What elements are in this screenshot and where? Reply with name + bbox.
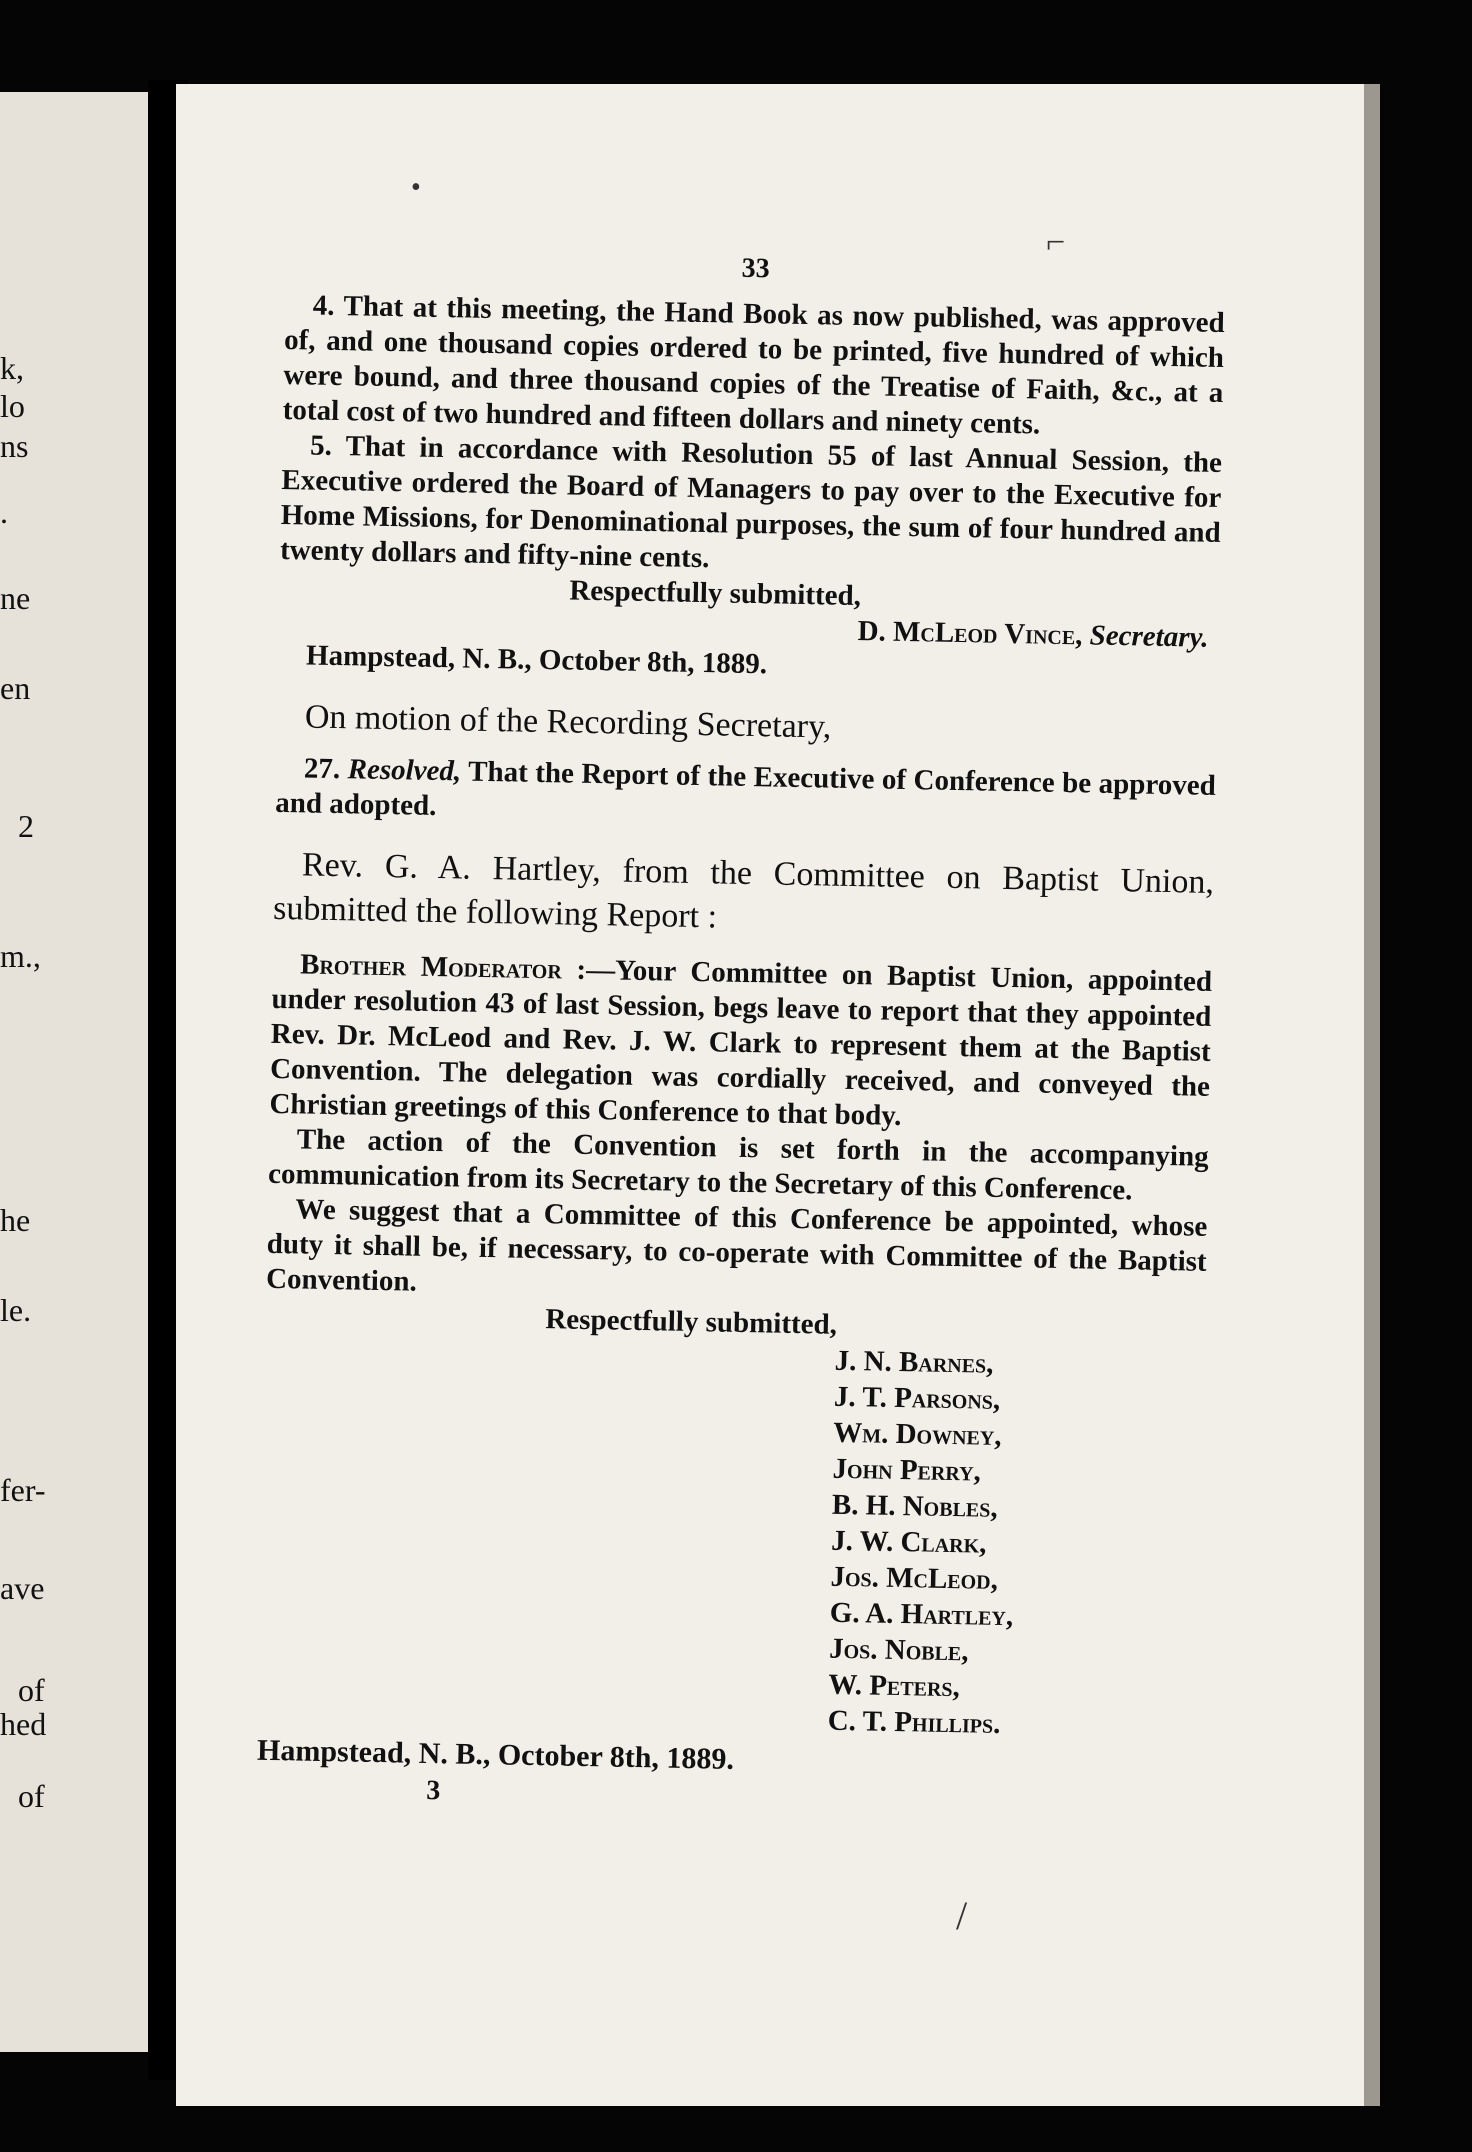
footer-date: Hampstead, N. B., October 8th, 1889. [256,1733,735,1776]
hartley-intro: Rev. G. A. Hartley, from the Committee on Baptist Union, submitted the following Report : [272,846,1215,936]
resolution-text: That the Report of the Executive of Conference be approved and adopted. [274,755,1217,822]
pencil-mark: / [956,1893,968,1938]
left-fragment: m., [0,938,41,974]
left-fragment: ave [0,1570,45,1606]
left-fragment: hed [0,1706,47,1742]
signatory-name: W. Peters, [828,1668,961,1704]
left-fragment: ne [0,580,31,616]
motion-heading: On motion of the Recording Secretary, [304,698,832,746]
footer [256,1734,1197,1822]
left-fragment: of [18,1778,45,1814]
salutation: Brother Moderator [299,948,563,986]
left-fragment: of [18,1672,45,1708]
left-fragment: k, [0,350,24,386]
report-body: :—Your Committee on Baptist Union, appointed under resolution 43 of last Session, begs leave to report that they appointed Rev. Dr. McLeod and Rev. J. W. Clark to represent them at the Baptist Convention. The delegation was cordially received, and conveyed the Christian greetings of this Conference to that body. [269,953,1213,1132]
signatory-name: Wm. Downey, [832,1416,1002,1452]
signatory-name: J. T. Parsons, [833,1380,1001,1416]
left-fragment: lo [0,388,25,424]
signatory-name: B. H. Nobles, [831,1488,998,1524]
signatory-name: J. N. Barnes, [834,1344,994,1380]
page-number: 33 [741,252,770,285]
signatory-name: Jos. Noble, [828,1632,969,1668]
document-page [176,84,1364,2106]
left-fragment: . [0,494,8,530]
pencil-mark: ⌐ [1046,224,1066,261]
resolution-27 [275,751,1216,839]
page-edge-shadow [1364,84,1380,2106]
left-page-edge [0,92,148,2052]
signatory-name: John Perry, [832,1452,982,1488]
page-text [256,244,1226,1822]
paragraph-4: 4. That at this meeting, the Hand Book as now published, was approved of, and one thousand copies ordered to be printed, five hundred of which were bound, and three thousand copies of the Treatise of Faith, &c., at a total cost of two hundred and fifteen dollars and ninety cents. [282,289,1225,441]
left-fragment: ns [0,428,29,464]
date-line: Hampstead, N. B., October 8th, 1889. [305,639,768,681]
suggestion-paragraph: We suggest that a Committee of this Conference be appointed, whose duty it shall be, if necessary, to co-operate with Committee of the Baptist Convention. [265,1193,1208,1298]
committee-signatories [827,1343,1205,1746]
left-fragment: fer- [0,1472,46,1508]
respectfully-submitted: Respectfully submitted, [569,574,862,613]
signature-role: Secretary. [1089,619,1209,654]
signatory-name: J. W. Clark, [830,1524,987,1560]
left-fragment: 2 [18,808,34,844]
signatory-name: C. T. Phillips. [827,1704,1001,1740]
committee-report [269,947,1212,1140]
resolved-word: Resolved, [347,753,462,788]
signature-name: D. McLeod Vince, [857,615,1083,652]
signatory-name: G. A. Hartley, [829,1596,1014,1633]
action-paragraph: The action of the Convention is set forth in the accompanying communication from its Secretary to the Secretary of this Conference. [267,1123,1209,1207]
paragraph-5: 5. That in accordance with Resolution 55 of last Annual Session, the Executive ordered the Board of Managers to pay over to the Executive for Home Missions, for Denominational purposes, the sum of four hundred and twenty dollars and fifty-nine cents. [279,429,1223,575]
resolution-number: 27. [303,752,341,786]
signatory-name: Jos. McLeod, [830,1560,999,1596]
signature-mark: 3 [426,1774,441,1807]
left-fragment: en [0,670,31,706]
ink-speck: • [411,172,421,203]
respectfully-submitted-2: Respectfully submitted, [545,1303,838,1341]
left-fragment: he [0,1202,31,1238]
left-fragment: le. [0,1292,32,1328]
